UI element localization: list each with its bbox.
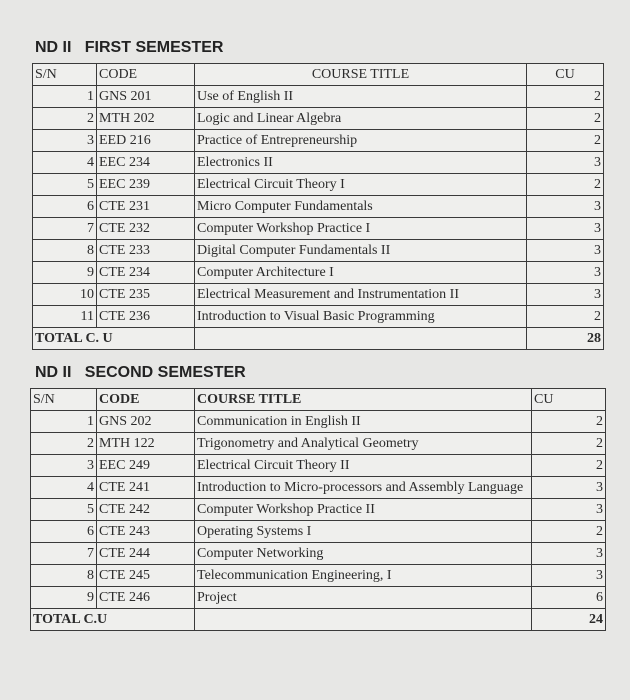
cu-header: CU (527, 64, 604, 86)
sn-cell: 9 (31, 587, 97, 609)
sn-cell: 4 (33, 152, 97, 174)
course-title-cell: Electronics II (195, 152, 527, 174)
course-title-cell: Telecommunication Engineering, I (195, 565, 532, 587)
cu-cell: 2 (527, 306, 604, 328)
table-row (33, 262, 604, 284)
sn-cell: 7 (33, 218, 97, 240)
cu-cell: 3 (527, 218, 604, 240)
total-value: 24 (532, 609, 606, 631)
cu-cell: 3 (527, 262, 604, 284)
cu-cell: 3 (527, 284, 604, 306)
cu-cell: 2 (527, 130, 604, 152)
course-title-cell: Computer Architecture I (195, 262, 527, 284)
course-title-cell: Computer Networking (195, 543, 532, 565)
cu-cell: 3 (532, 543, 606, 565)
cu-cell: 2 (532, 411, 606, 433)
table-row (31, 477, 606, 499)
course-title-cell: Electrical Circuit Theory II (195, 455, 532, 477)
code-header: CODE (97, 389, 195, 411)
cu-cell: 3 (527, 240, 604, 262)
table-row (33, 152, 604, 174)
course-title-cell: Use of English II (195, 86, 527, 108)
table-row (31, 565, 606, 587)
table-row (31, 433, 606, 455)
code-cell: EEC 249 (97, 455, 195, 477)
code-cell: GNS 201 (97, 86, 195, 108)
course-title-cell: Introduction to Micro-processors and Assembly Language (195, 477, 532, 499)
code-cell: CTE 246 (97, 587, 195, 609)
table-row (31, 411, 606, 433)
table-header-row (33, 64, 604, 86)
table-row (33, 218, 604, 240)
table-row (31, 543, 606, 565)
sn-cell: 1 (31, 411, 97, 433)
sn-cell: 11 (33, 306, 97, 328)
course-title-cell: Electrical Circuit Theory I (195, 174, 527, 196)
cu-cell: 2 (532, 455, 606, 477)
code-cell: CTE 244 (97, 543, 195, 565)
table-row (31, 521, 606, 543)
sn-cell: 2 (33, 108, 97, 130)
second-semester-heading: ND II SECOND SEMESTER (35, 364, 246, 381)
table-row (31, 587, 606, 609)
sn-cell: 5 (33, 174, 97, 196)
course-title-cell: Project (195, 587, 532, 609)
table-row (33, 196, 604, 218)
sn-cell: 4 (31, 477, 97, 499)
total-label: TOTAL C. U (33, 328, 195, 350)
code-cell: CTE 233 (97, 240, 195, 262)
sn-cell: 9 (33, 262, 97, 284)
course-title-cell: Logic and Linear Algebra (195, 108, 527, 130)
table-header-row (31, 389, 606, 411)
cu-cell: 2 (532, 433, 606, 455)
table-row (33, 306, 604, 328)
table-row (31, 455, 606, 477)
code-cell: MTH 122 (97, 433, 195, 455)
second-semester-table (30, 388, 606, 631)
table-row (33, 108, 604, 130)
code-cell: EEC 239 (97, 174, 195, 196)
course-title-header: COURSE TITLE (195, 64, 527, 86)
cu-cell: 2 (527, 108, 604, 130)
sn-cell: 7 (31, 543, 97, 565)
code-cell: CTE 232 (97, 218, 195, 240)
code-cell: EED 216 (97, 130, 195, 152)
total-row (31, 609, 606, 631)
course-title-cell: Practice of Entrepreneurship (195, 130, 527, 152)
table-row (33, 130, 604, 152)
total-empty-cell (195, 328, 527, 350)
code-cell: CTE 241 (97, 477, 195, 499)
sn-cell: 8 (33, 240, 97, 262)
code-cell: CTE 231 (97, 196, 195, 218)
code-header: CODE (97, 64, 195, 86)
course-title-cell: Trigonometry and Analytical Geometry (195, 433, 532, 455)
course-title-cell: Computer Workshop Practice II (195, 499, 532, 521)
sn-cell: 5 (31, 499, 97, 521)
code-cell: GNS 202 (97, 411, 195, 433)
total-label: TOTAL C.U (31, 609, 195, 631)
code-cell: CTE 245 (97, 565, 195, 587)
code-cell: CTE 235 (97, 284, 195, 306)
sn-header: S/N (31, 389, 97, 411)
first-semester-heading: ND II FIRST SEMESTER (35, 39, 224, 56)
sn-cell: 6 (33, 196, 97, 218)
course-title-cell: Introduction to Visual Basic Programming (195, 306, 527, 328)
course-title-cell: Communication in English II (195, 411, 532, 433)
course-title-cell: Micro Computer Fundamentals (195, 196, 527, 218)
total-value: 28 (527, 328, 604, 350)
cu-cell: 3 (527, 152, 604, 174)
table-row (33, 284, 604, 306)
code-cell: CTE 234 (97, 262, 195, 284)
cu-cell: 3 (532, 565, 606, 587)
code-cell: CTE 236 (97, 306, 195, 328)
sn-cell: 1 (33, 86, 97, 108)
code-cell: EEC 234 (97, 152, 195, 174)
sn-cell: 8 (31, 565, 97, 587)
sn-cell: 2 (31, 433, 97, 455)
course-title-cell: Digital Computer Fundamentals II (195, 240, 527, 262)
cu-cell: 2 (532, 521, 606, 543)
sn-cell: 3 (31, 455, 97, 477)
course-title-cell: Electrical Measurement and Instrumentation II (195, 284, 527, 306)
course-title-cell: Computer Workshop Practice I (195, 218, 527, 240)
cu-cell: 2 (527, 86, 604, 108)
sn-cell: 10 (33, 284, 97, 306)
cu-cell: 6 (532, 587, 606, 609)
total-empty-cell (195, 609, 532, 631)
cu-header: CU (532, 389, 606, 411)
code-cell: CTE 242 (97, 499, 195, 521)
first-semester-table (32, 63, 604, 350)
course-title-header: COURSE TITLE (195, 389, 532, 411)
cu-cell: 2 (527, 174, 604, 196)
table-row (31, 499, 606, 521)
cu-cell: 3 (527, 196, 604, 218)
cu-cell: 3 (532, 477, 606, 499)
sn-header: S/N (33, 64, 97, 86)
course-title-cell: Operating Systems I (195, 521, 532, 543)
code-cell: MTH 202 (97, 108, 195, 130)
total-row (33, 328, 604, 350)
table-row (33, 240, 604, 262)
table-row (33, 86, 604, 108)
code-cell: CTE 243 (97, 521, 195, 543)
sn-cell: 3 (33, 130, 97, 152)
cu-cell: 3 (532, 499, 606, 521)
table-row (33, 174, 604, 196)
sn-cell: 6 (31, 521, 97, 543)
